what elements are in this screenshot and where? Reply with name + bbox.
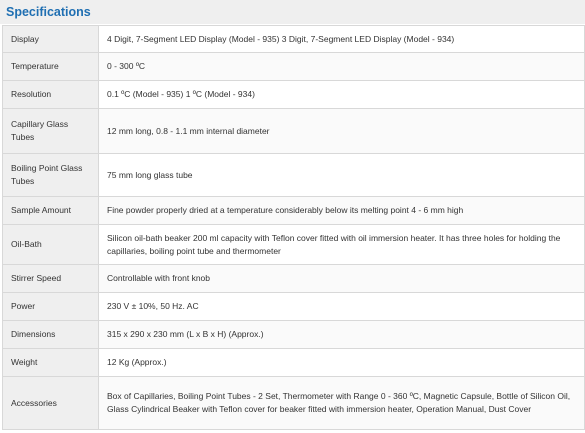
- row-label: Weight: [3, 349, 99, 377]
- specifications-table: [2, 25, 585, 430]
- table-row: [3, 197, 585, 225]
- row-value: 12 Kg (Approx.): [99, 349, 585, 377]
- row-value: 75 mm long glass tube: [99, 154, 585, 197]
- row-label: Accessories: [3, 377, 99, 430]
- table-row: [3, 26, 585, 53]
- row-label: Resolution: [3, 81, 99, 109]
- row-value: Box of Capillaries, Boiling Point Tubes - 2 Set, Thermometer with Range 0 - 360 ºC, Magnetic Capsule, Bottle of Silicon Oil, Glass Cylindrical Beaker with Teflon cover for beaker fitted with immersion heater, Operation Manual, Dust Cover: [99, 377, 585, 430]
- table-row: [3, 377, 585, 430]
- table-row: [3, 154, 585, 197]
- table-row: [3, 81, 585, 109]
- specifications-header: [0, 0, 585, 24]
- row-label: Dimensions: [3, 321, 99, 349]
- row-value: 0 - 300 ºC: [99, 53, 585, 81]
- row-value: Fine powder properly dried at a temperature considerably below its melting point 4 - 6 mm high: [99, 197, 585, 225]
- row-value: Silicon oil-bath beaker 200 ml capacity with Teflon cover fitted with oil immersion heater. It has three holes for holding the capillaries, boiling point tube and thermometer: [99, 225, 585, 265]
- table-row: [3, 225, 585, 265]
- table-row: [3, 349, 585, 377]
- row-value: 315 x 290 x 230 mm (L x B x H) (Approx.): [99, 321, 585, 349]
- section-title: Specifications: [6, 5, 91, 19]
- table-row: [3, 109, 585, 154]
- row-label: Oil-Bath: [3, 225, 99, 265]
- table-row: [3, 53, 585, 81]
- row-label: Capillary Glass Tubes: [3, 109, 99, 154]
- table-row: [3, 321, 585, 349]
- row-label: Stirrer Speed: [3, 265, 99, 293]
- row-value: 230 V ± 10%, 50 Hz. AC: [99, 293, 585, 321]
- row-value: 12 mm long, 0.8 - 1.1 mm internal diameter: [99, 109, 585, 154]
- row-value: 4 Digit, 7-Segment LED Display (Model - 935) 3 Digit, 7-Segment LED Display (Model - 934): [99, 26, 585, 53]
- row-label: Display: [3, 26, 99, 53]
- row-label: Boiling Point Glass Tubes: [3, 154, 99, 197]
- row-label: Power: [3, 293, 99, 321]
- table-row: [3, 265, 585, 293]
- table-row: [3, 293, 585, 321]
- row-value: 0.1 ºC (Model - 935) 1 ºC (Model - 934): [99, 81, 585, 109]
- row-value: Controllable with front knob: [99, 265, 585, 293]
- row-label: Sample Amount: [3, 197, 99, 225]
- row-label: Temperature: [3, 53, 99, 81]
